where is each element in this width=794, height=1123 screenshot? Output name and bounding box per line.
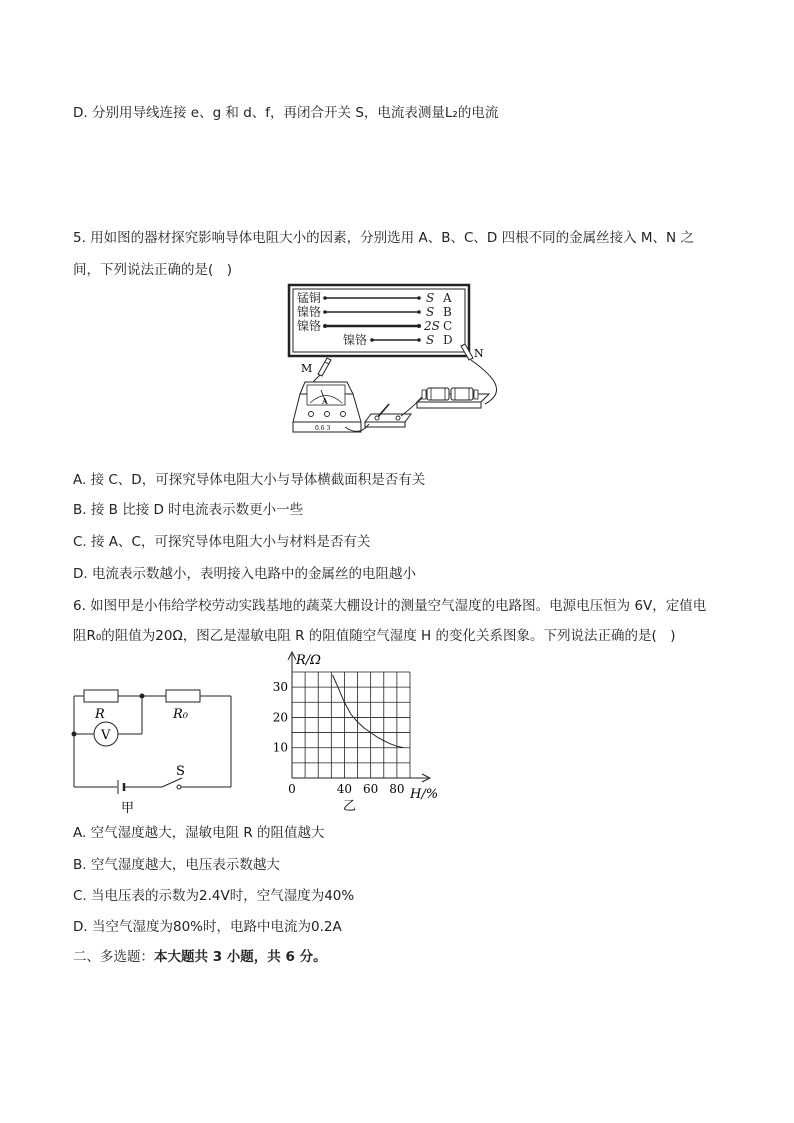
clip-n xyxy=(461,344,484,360)
ammeter xyxy=(293,382,361,432)
q6-stem-line1: 6. 如图甲是小伟给学校劳动实践基地的蔬菜大棚设计的测量空气湿度的电路图。电源电压恒为 6V，定值电 xyxy=(73,598,707,614)
q5-stem-line1: 5. 用如图的器材探究影响导体电阻大小的因素，分别选用 A、B、C、D 四根不同的金属丝接入 M、N 之 xyxy=(73,230,694,246)
x-tick-label: 0 xyxy=(288,782,296,796)
q5-option-a: A. 接 C、D，可探究导体电阻大小与导体横截面积是否有关 xyxy=(73,472,426,488)
wire-a-material: 锰铜 xyxy=(297,291,322,305)
wire-c-area: 2S xyxy=(424,319,440,333)
y-tick-label: 30 xyxy=(272,680,288,695)
wire-a xyxy=(297,290,452,305)
q6-chart xyxy=(268,646,448,814)
q6-circuit xyxy=(66,680,246,815)
wire-d-material: 镍铬 xyxy=(343,333,368,347)
chart-ylabel: R/Ω xyxy=(296,653,321,668)
section-2-text: 本大题共 3 小题，共 6 分。 xyxy=(154,949,327,965)
q6-option-d: D. 当空气湿度为80%时，电路中电流为0.2A xyxy=(73,919,342,935)
wire-c-material: 镍铬 xyxy=(297,319,322,333)
q5-figure xyxy=(285,282,520,440)
label-m: M xyxy=(301,362,313,375)
wire-a-letter: A xyxy=(443,291,452,305)
label-s: S xyxy=(176,764,185,779)
wire-b-area: S xyxy=(426,305,435,319)
resistor-r0 xyxy=(166,690,200,702)
caption-jia: 甲 xyxy=(121,801,135,815)
switch xyxy=(365,404,411,427)
ammeter-letter: A xyxy=(322,397,328,406)
wire-b-material: 镍铬 xyxy=(297,305,322,319)
series-line xyxy=(333,675,404,748)
switch-contact xyxy=(177,785,181,789)
wire-c xyxy=(297,318,452,333)
section-2-header xyxy=(73,947,327,967)
battery xyxy=(417,388,489,408)
wire-d xyxy=(343,332,453,347)
chart-caption: 乙 xyxy=(343,799,357,814)
q5-stem-line2: 间，下列说法正确的是( ) xyxy=(73,262,233,278)
q6-option-b: B. 空气湿度越大，电压表示数越大 xyxy=(73,857,280,873)
q6-stem-line2: 阻R₀的阻值为20Ω，图乙是湿敏电阻 R 的阻值随空气湿度 H 的变化关系图象。下列说法正确的是( ) xyxy=(73,628,676,644)
x-tick-label: 60 xyxy=(363,782,379,796)
node-top xyxy=(140,694,145,699)
q6-option-c: C. 当电压表的示数为2.4V时，空气湿度为40% xyxy=(73,888,355,904)
label-r: R xyxy=(95,707,105,722)
q5-option-b: B. 接 B 比接 D 时电流表示数更小一些 xyxy=(73,502,304,518)
wire-a-area: S xyxy=(426,291,435,305)
section-2-prefix: 二、多选题： xyxy=(73,949,154,965)
q5-option-d: D. 电流表示数越小，表明接入电路中的金属丝的电阻越小 xyxy=(73,566,416,582)
wire-c-letter: C xyxy=(443,319,453,333)
q6-option-a: A. 空气湿度越大，湿敏电阻 R 的阻值越大 xyxy=(73,825,325,841)
chart-xlabel: H/% xyxy=(410,787,439,802)
x-tick-label: 80 xyxy=(389,782,405,796)
wire-b-letter: B xyxy=(443,305,452,319)
label-r0: R₀ xyxy=(173,707,188,722)
wire-d-area: S xyxy=(426,333,435,347)
q5-option-c: C. 接 A、C，可探究导体电阻大小与材料是否有关 xyxy=(73,534,371,550)
y-tick-label: 10 xyxy=(272,740,288,755)
chart-grid xyxy=(292,672,410,778)
wire-d-letter: D xyxy=(443,333,453,347)
ammeter-scale: 0.6 3 xyxy=(315,425,331,432)
wire-b xyxy=(297,304,452,319)
label-v: V xyxy=(101,728,111,743)
resistor-r xyxy=(84,690,118,702)
clip-m xyxy=(301,358,331,376)
node-left xyxy=(72,732,77,737)
y-tick-label: 20 xyxy=(272,710,288,725)
x-tick-label: 40 xyxy=(336,782,353,796)
label-n: N xyxy=(474,347,484,360)
q4-option-d: D. 分别用导线连接 e、g 和 d、f，再闭合开关 S，电流表测量L₂的电流 xyxy=(73,105,499,121)
